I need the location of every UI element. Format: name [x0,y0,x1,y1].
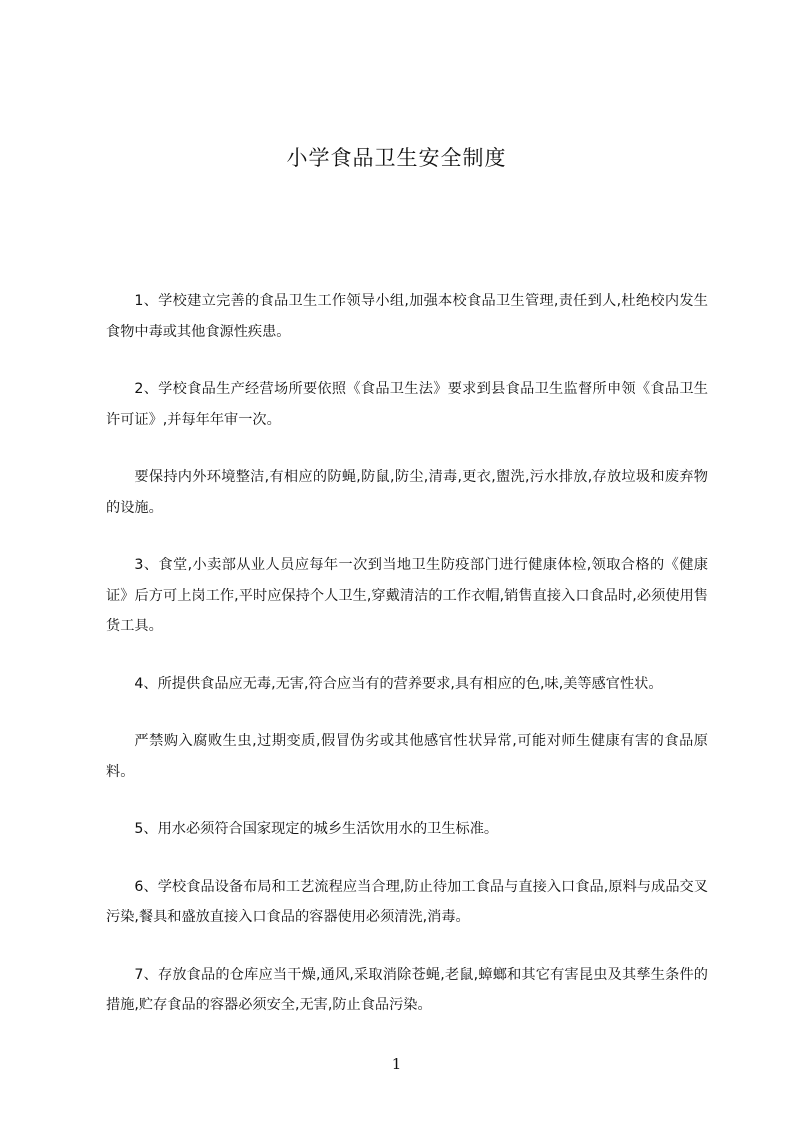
paragraph-rule-6: 6、学校食品设备布局和工艺流程应当合理,防止待加工食品与直接入口食品,原料与成品交叉污染,餐具和盛放直接入口食品的容器使用必须清洗,消毒。 [106,878,708,925]
paragraph-rule-7: 7、存放食品的仓库应当干燥,通风,采取消除苍蝇,老鼠,蟑螂和其它有害昆虫及其孳生条件的措施,贮存食品的容器必须安全,无害,防止食品污染。 [106,966,708,1013]
page-number: 1 [391,1055,402,1073]
paragraph-rule-4-prohibition: 严禁购入腐败生虫,过期变质,假冒伪劣或其他感官性状异常,可能对师生健康有害的食品原料。 [106,733,708,780]
document-body [106,286,708,1048]
paragraph-rule-3: 3、食堂,小卖部从业人员应每年一次到当地卫生防疫部门进行健康体检,领取合格的《健康证》后方可上岗工作,平时应保持个人卫生,穿戴清洁的工作衣帽,销售直接入口食品时,必须使用售货工具。 [106,557,708,634]
paragraph-rule-2-environment: 要保持内外环境整洁,有相应的防蝇,防鼠,防尘,清毒,更衣,盥洗,污水排放,存放垃圾和废弃物的设施。 [106,469,708,516]
page-title: 小学食品卫生安全制度 [286,146,507,170]
paragraph-rule-2: 2、学校食品生产经营场所要依照《食品卫生法》要求到县食品卫生监督所申领《食品卫生许可证》,并每年年审一次。 [106,381,708,428]
paragraph-rule-4: 4、所提供食品应无毒,无害,符合应当有的营养要求,具有相应的色,味,美等感官性状。 [134,675,663,692]
paragraph-rule-5: 5、用水必须符合国家现定的城乡生活饮用水的卫生标准。 [134,821,499,837]
paragraph-rule-1: 1、学校建立完善的食品卫生工作领导小组,加强本校食品卫生管理,责任到人,杜绝校内发生食物中毒或其他食源性疾患。 [106,293,708,340]
